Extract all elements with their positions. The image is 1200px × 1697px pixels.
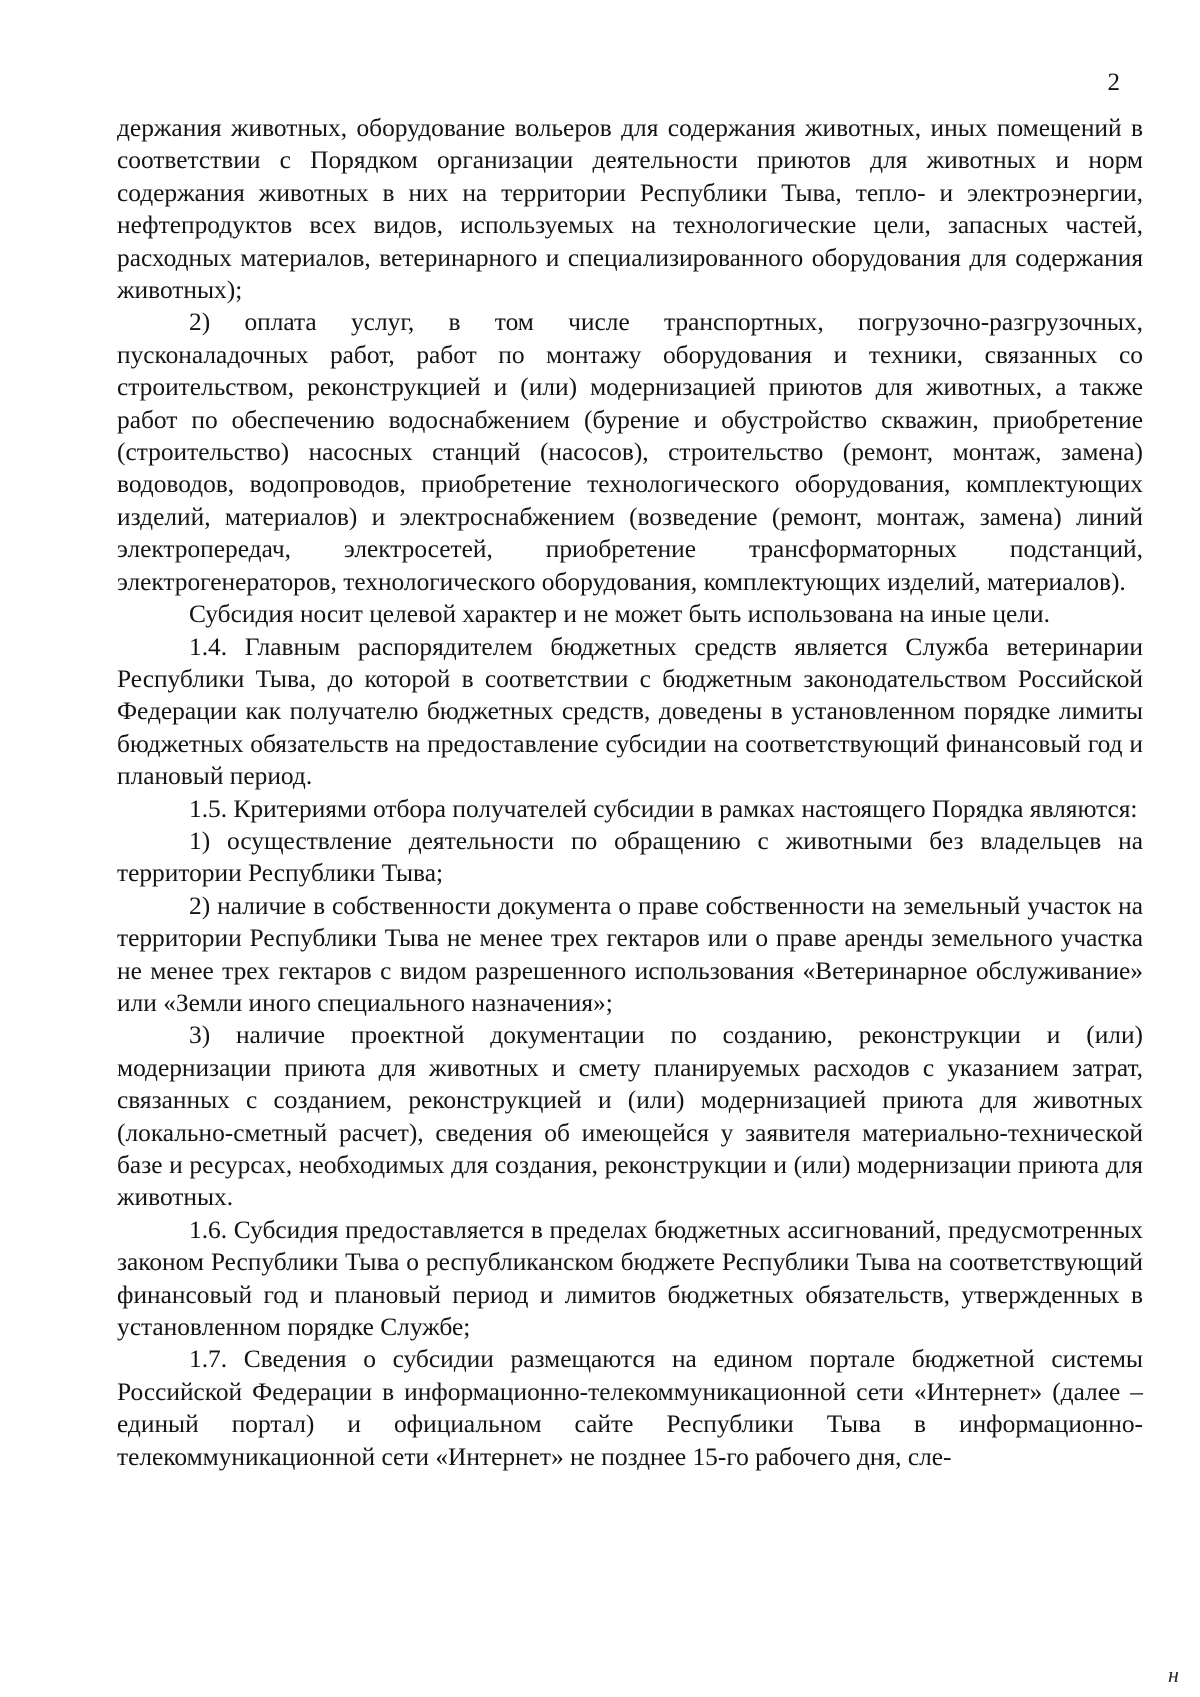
paragraph-1-5-item-1: 1) осуществление деятельности по обращению с животными без владельцев на территории Республики Тыва; [117,826,1143,888]
paragraph-1-7: 1.7. Сведения о субсидии размещаются на едином портале бюджетной системы Российской Федерации в информационно-телекоммуникационной сети «Интернет» (далее – единый портал) и официальном сайте Республики Тыва в информационно-телекоммуникационной сети «Интернет» не позднее 15-го рабочего дня, сле- [117,1345,1143,1471]
document-body [117,112,1143,1473]
paragraph-1-6: 1.6. Субсидия предоставляется в пределах бюджетных ассигнований, предусмотренных законом Республики Тыва о республиканском бюджете Республики Тыва на соответствующий финансовый год и плановый период и лимитов бюджетных обязательств, утвержденных в установленном порядке Службе; [117,1215,1143,1342]
paragraph-continuation: держания животных, оборудование вольеров для содержания животных, иных помещений в соответствии с Порядком организации деятельности приютов для животных и норм содержания животных в них на территории Республики Тыва, тепло- и электроэнергии, нефтепродуктов всех видов, используемых на технологические цели, запасных частей, расходных материалов, ветеринарного и специализированного оборудования для содержания животных); [117,114,1143,305]
handwritten-margin-mark: н [1168,1662,1179,1687]
paragraph-1-4: 1.4. Главным распорядителем бюджетных средств является Служба ветеринарии Республики Тыва, до которой в соответствии с бюджетным законодательством Российской Федерации как получателю бюджетных средств, доведены в установленном порядке лимиты бюджетных обязательств на предоставление субсидии на соответствующий финансовый год и плановый период. [117,632,1143,791]
paragraph-subsidy-purpose: Субсидия носит целевой характер и не может быть использована на иные цели. [189,600,1050,629]
paragraph-1-5: 1.5. Критериями отбора получателей субсидии в рамках настоящего Порядка являются: [189,794,1138,823]
paragraph-1-5-item-2: 2) наличие в собственности документа о праве собственности на земельный участок на территории Республики Тыва не менее трех гектаров или о праве аренды земельного участка не менее трех гектаров с видом разрешенного использования «Ветеринарное обслуживание» или «Земли иного специального назначения»; [117,891,1143,1017]
paragraph-1-5-item-3: 3) наличие проектной документации по созданию, реконструкции и (или) модернизации приюта для животных и смету планируемых расходов с указанием затрат, связанных с созданием, реконструкцией и (или) модернизацией приюта для животных (локально-сметный расчет), сведения об имеющейся у заявителя материально-технической базе и ресурсах, необходимых для создания, реконструкции и (или) модернизации приюта для животных. [117,1021,1143,1212]
page-number: 2 [1107,69,1120,96]
paragraph-item-2-services: 2) оплата услуг, в том числе транспортных, погрузочно-разгрузочных, пусконаладочных работ, работ по монтажу оборудования и техники, связанных со строительством, реконструкцией и (или) модернизацией приютов для животных, а также работ по обеспечению водоснабжением (бурение и обустройство скважин, приобретение (строительство) насосных станций (насосов), строительство (ремонт, монтаж, замена) водоводов, водопроводов, приобретение технологического оборудования, комплектующих изделий, материалов) и электроснабжением (возведение (ремонт, монтаж, замена) линий электропередач, электросетей, приобретение трансформаторных подстанций, электрогенераторов, технологического оборудования, комплектующих изделий, материалов). [117,308,1143,596]
